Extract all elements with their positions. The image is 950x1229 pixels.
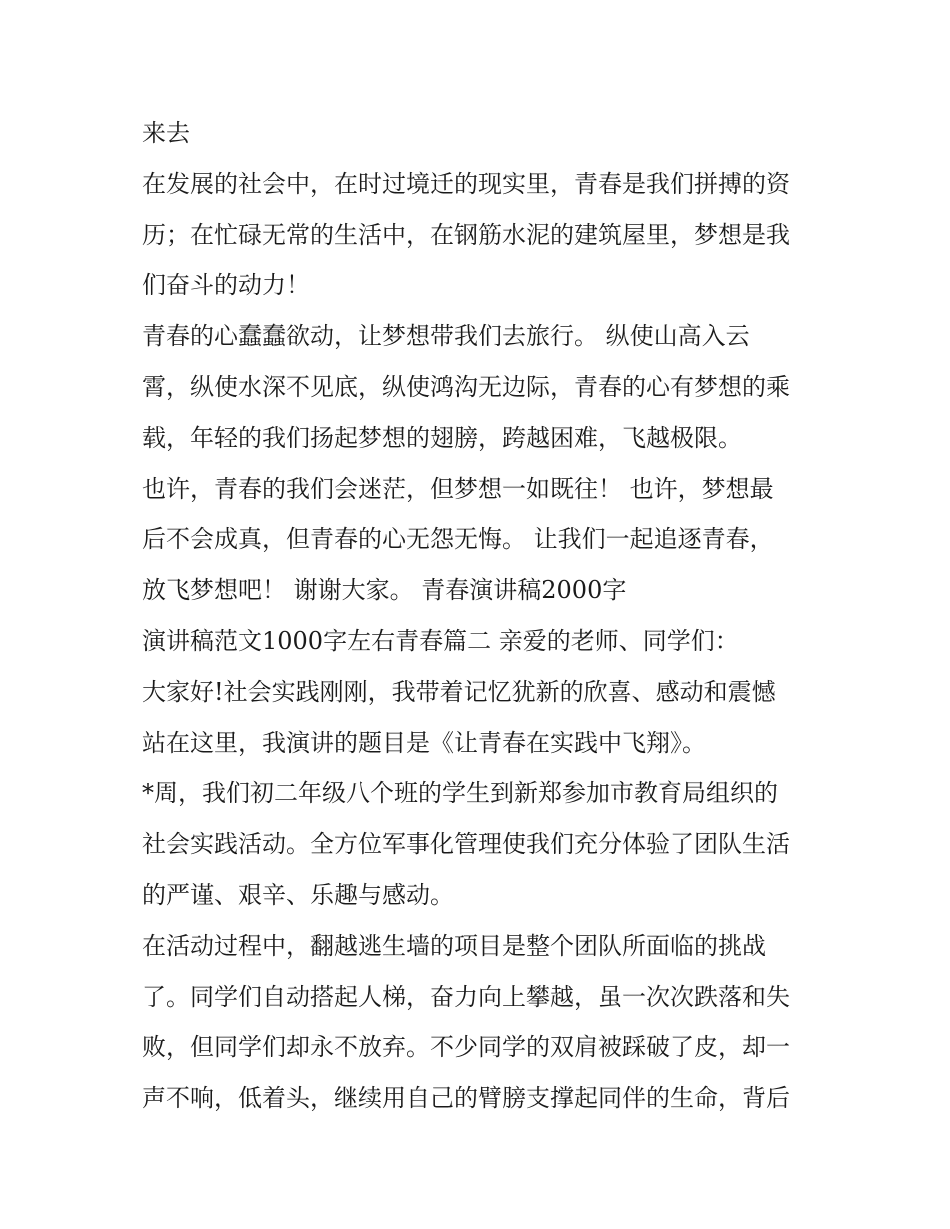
text-line: 霄，纵使水深不见底，纵使鸿沟无边际，青春的心有梦想的乘: [142, 372, 790, 401]
text-line: 站在这里，我演讲的题目是《让青春在实践中飞翔》。: [142, 728, 706, 757]
text-line: 也许，青春的我们会迷茫，但梦想一如既往！ 也许，梦想最: [142, 474, 774, 503]
text-line: 败，但同学们却永不放弃。不少同学的双肩被踩破了皮，却一: [142, 1033, 790, 1062]
text-line: 放飞梦想吧！ 谢谢大家。 青春演讲稿2000字: [142, 576, 627, 605]
text-line: 大家好!社会实践刚刚，我带着记忆犹新的欣喜、感动和震憾: [142, 677, 776, 706]
text-line: 们奋斗的动力！: [142, 271, 310, 300]
text-line: 载，年轻的我们扬起梦想的翅膀，跨越困难，飞越极限。: [142, 423, 742, 452]
text-line: 演讲稿范文1000字左右青春篇二 亲爱的老师、同学们：: [142, 626, 739, 655]
text-line: *周，我们初二年级八个班的学生到新郑参加市教育局组织的: [142, 779, 778, 808]
text-line: 来去: [142, 119, 190, 147]
body-text: [142, 108, 822, 1124]
text-line: 声不响，低着头，继续用自己的臂膀支撑起同伴的生命，背后: [142, 1084, 790, 1113]
text-line: 了。同学们自动搭起人梯，奋力向上攀越，虽一次次跌落和失: [142, 982, 790, 1011]
text-line: 在活动过程中，翻越逃生墙的项目是整个团队所面临的挑战: [142, 931, 766, 960]
text-line: 在发展的社会中，在时过境迁的现实里，青春是我们拼搏的资: [142, 169, 790, 198]
text-line: 的严谨、艰辛、乐趣与感动。: [142, 880, 454, 909]
text-line: 历；在忙碌无常的生活中，在钢筋水泥的建筑屋里，梦想是我: [142, 220, 790, 249]
text-line: 后不会成真，但青春的心无怨无悔。 让我们一起追逐青春，: [142, 525, 774, 554]
text-line: 社会实践活动。全方位军事化管理使我们充分体验了团队生活: [142, 830, 790, 859]
text-line: 青春的心蠢蠢欲动，让梦想带我们去旅行。 纵使山高入云: [142, 322, 750, 351]
